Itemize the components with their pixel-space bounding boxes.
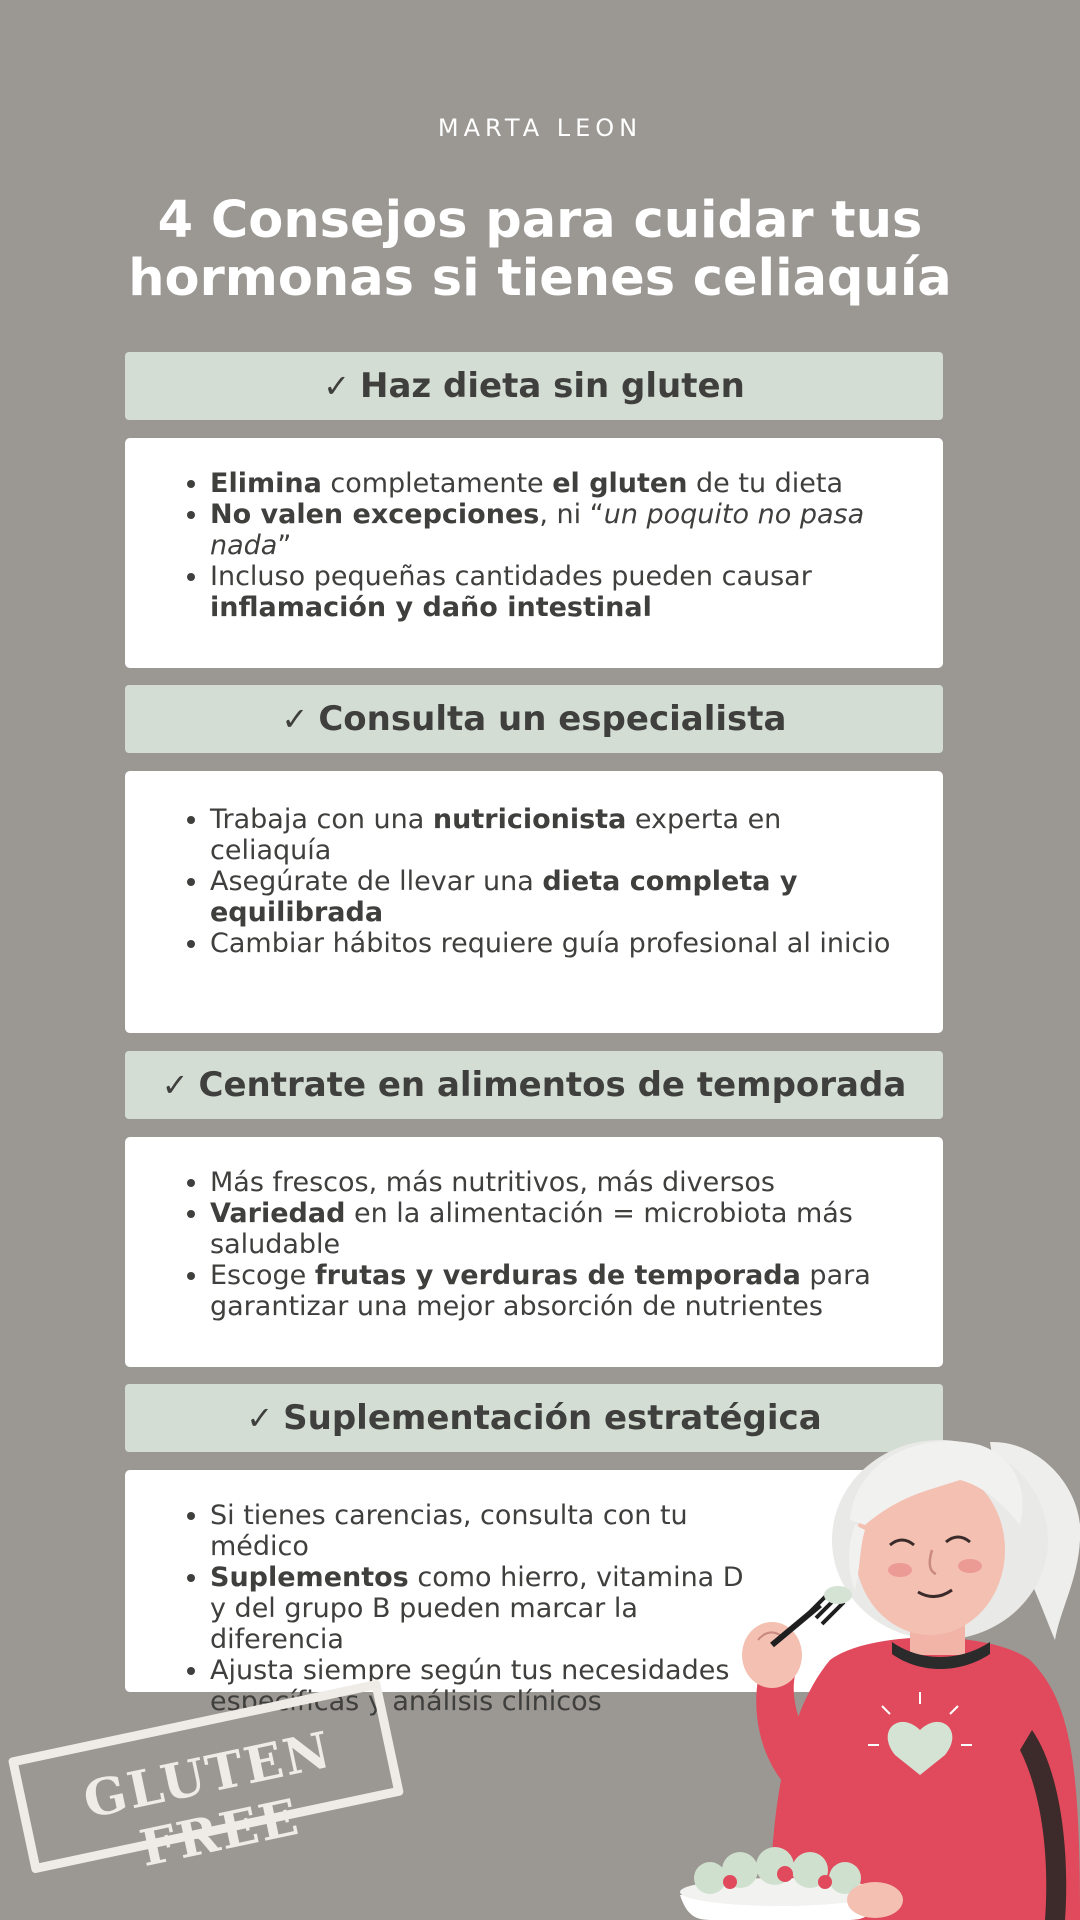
- section-header-1: [125, 352, 943, 420]
- title-line-2: hormonas si tienes celiaquía: [128, 249, 952, 308]
- bullet-item: [210, 1260, 903, 1322]
- section-card-3: [125, 1137, 943, 1367]
- bullet-text: el gluten: [552, 468, 688, 499]
- bullet-text: No valen excepciones: [210, 499, 540, 530]
- bullet-list: [175, 468, 903, 623]
- bullet-text: Asegúrate de llevar una: [210, 866, 543, 897]
- section-title: Consulta un especialista: [318, 699, 787, 739]
- bullet-text: de tu dieta: [687, 468, 844, 499]
- bullet-text: ”: [277, 530, 292, 561]
- bullet-text: , ni “: [539, 499, 604, 530]
- section-card-1: [125, 438, 943, 668]
- bullet-text: para garantizar una mejor absorción de nutrientes: [210, 1260, 871, 1322]
- check-icon: ✓: [323, 367, 351, 405]
- title-line-1: 4 Consejos para cuidar tus: [157, 191, 923, 250]
- bullet-text: Trabaja con una: [210, 804, 433, 835]
- check-icon: ✓: [161, 1066, 189, 1104]
- woman-eating-salad-illustration: [660, 1430, 1080, 1920]
- bullet-list: [175, 804, 903, 959]
- bullet-item: [210, 468, 903, 499]
- bullet-text: un poquito no pasa nada: [210, 499, 865, 561]
- bullet-item: [210, 1198, 903, 1260]
- bullet-item: [210, 928, 903, 959]
- section-card-2: [125, 771, 943, 1033]
- bullet-text: Cambiar hábitos requiere guía profesional al inicio: [210, 928, 891, 959]
- author-name: MARTA LEON: [437, 114, 643, 142]
- bullet-text: Elimina: [210, 468, 322, 499]
- bullet-text: como hierro, vitamina D y del grupo B pueden marcar la diferencia: [210, 1562, 744, 1655]
- stamp-text: GLUTEN FREE: [78, 1719, 337, 1878]
- bullet-item: [210, 1167, 903, 1198]
- section-title: Centrate en alimentos de temporada: [198, 1065, 907, 1105]
- section-title: Suplementación estratégica: [283, 1398, 822, 1438]
- section-header-2: [125, 685, 943, 753]
- bullet-text: Más frescos, más nutritivos, más diversos: [210, 1167, 775, 1198]
- bullet-text: inflamación y daño intestinal: [210, 592, 652, 623]
- bullet-text: Escoge: [210, 1260, 315, 1291]
- bullet-text: experta en celiaquía: [210, 804, 782, 866]
- bullet-item: [210, 561, 903, 623]
- bullet-text: dieta completa y equilibrada: [210, 866, 798, 928]
- section-header-3: [125, 1051, 943, 1119]
- bullet-text: completamente: [321, 468, 553, 499]
- bullet-text: nutricionista: [432, 804, 627, 835]
- bullet-text: Incluso pequeñas cantidades pueden causar: [210, 561, 812, 592]
- bullet-list: [175, 1167, 903, 1322]
- bullet-text: Suplementos: [210, 1562, 409, 1593]
- bullet-text: Variedad: [210, 1198, 346, 1229]
- page-title: [90, 192, 990, 308]
- bullet-item: [210, 866, 903, 928]
- check-icon: ✓: [281, 700, 309, 738]
- section-title: Haz dieta sin gluten: [360, 366, 745, 406]
- bullet-item: [210, 499, 903, 561]
- bullet-text: Ajusta siempre según tus necesidades específicas y análisis clínicos: [210, 1655, 730, 1717]
- bullet-item: [210, 804, 903, 866]
- check-icon: ✓: [246, 1399, 274, 1437]
- bullet-text: en la alimentación = microbiota más saludable: [210, 1198, 853, 1260]
- bullet-text: frutas y verduras de temporada: [314, 1260, 801, 1291]
- bullet-text: Si tienes carencias, consulta con tu médico: [210, 1500, 688, 1562]
